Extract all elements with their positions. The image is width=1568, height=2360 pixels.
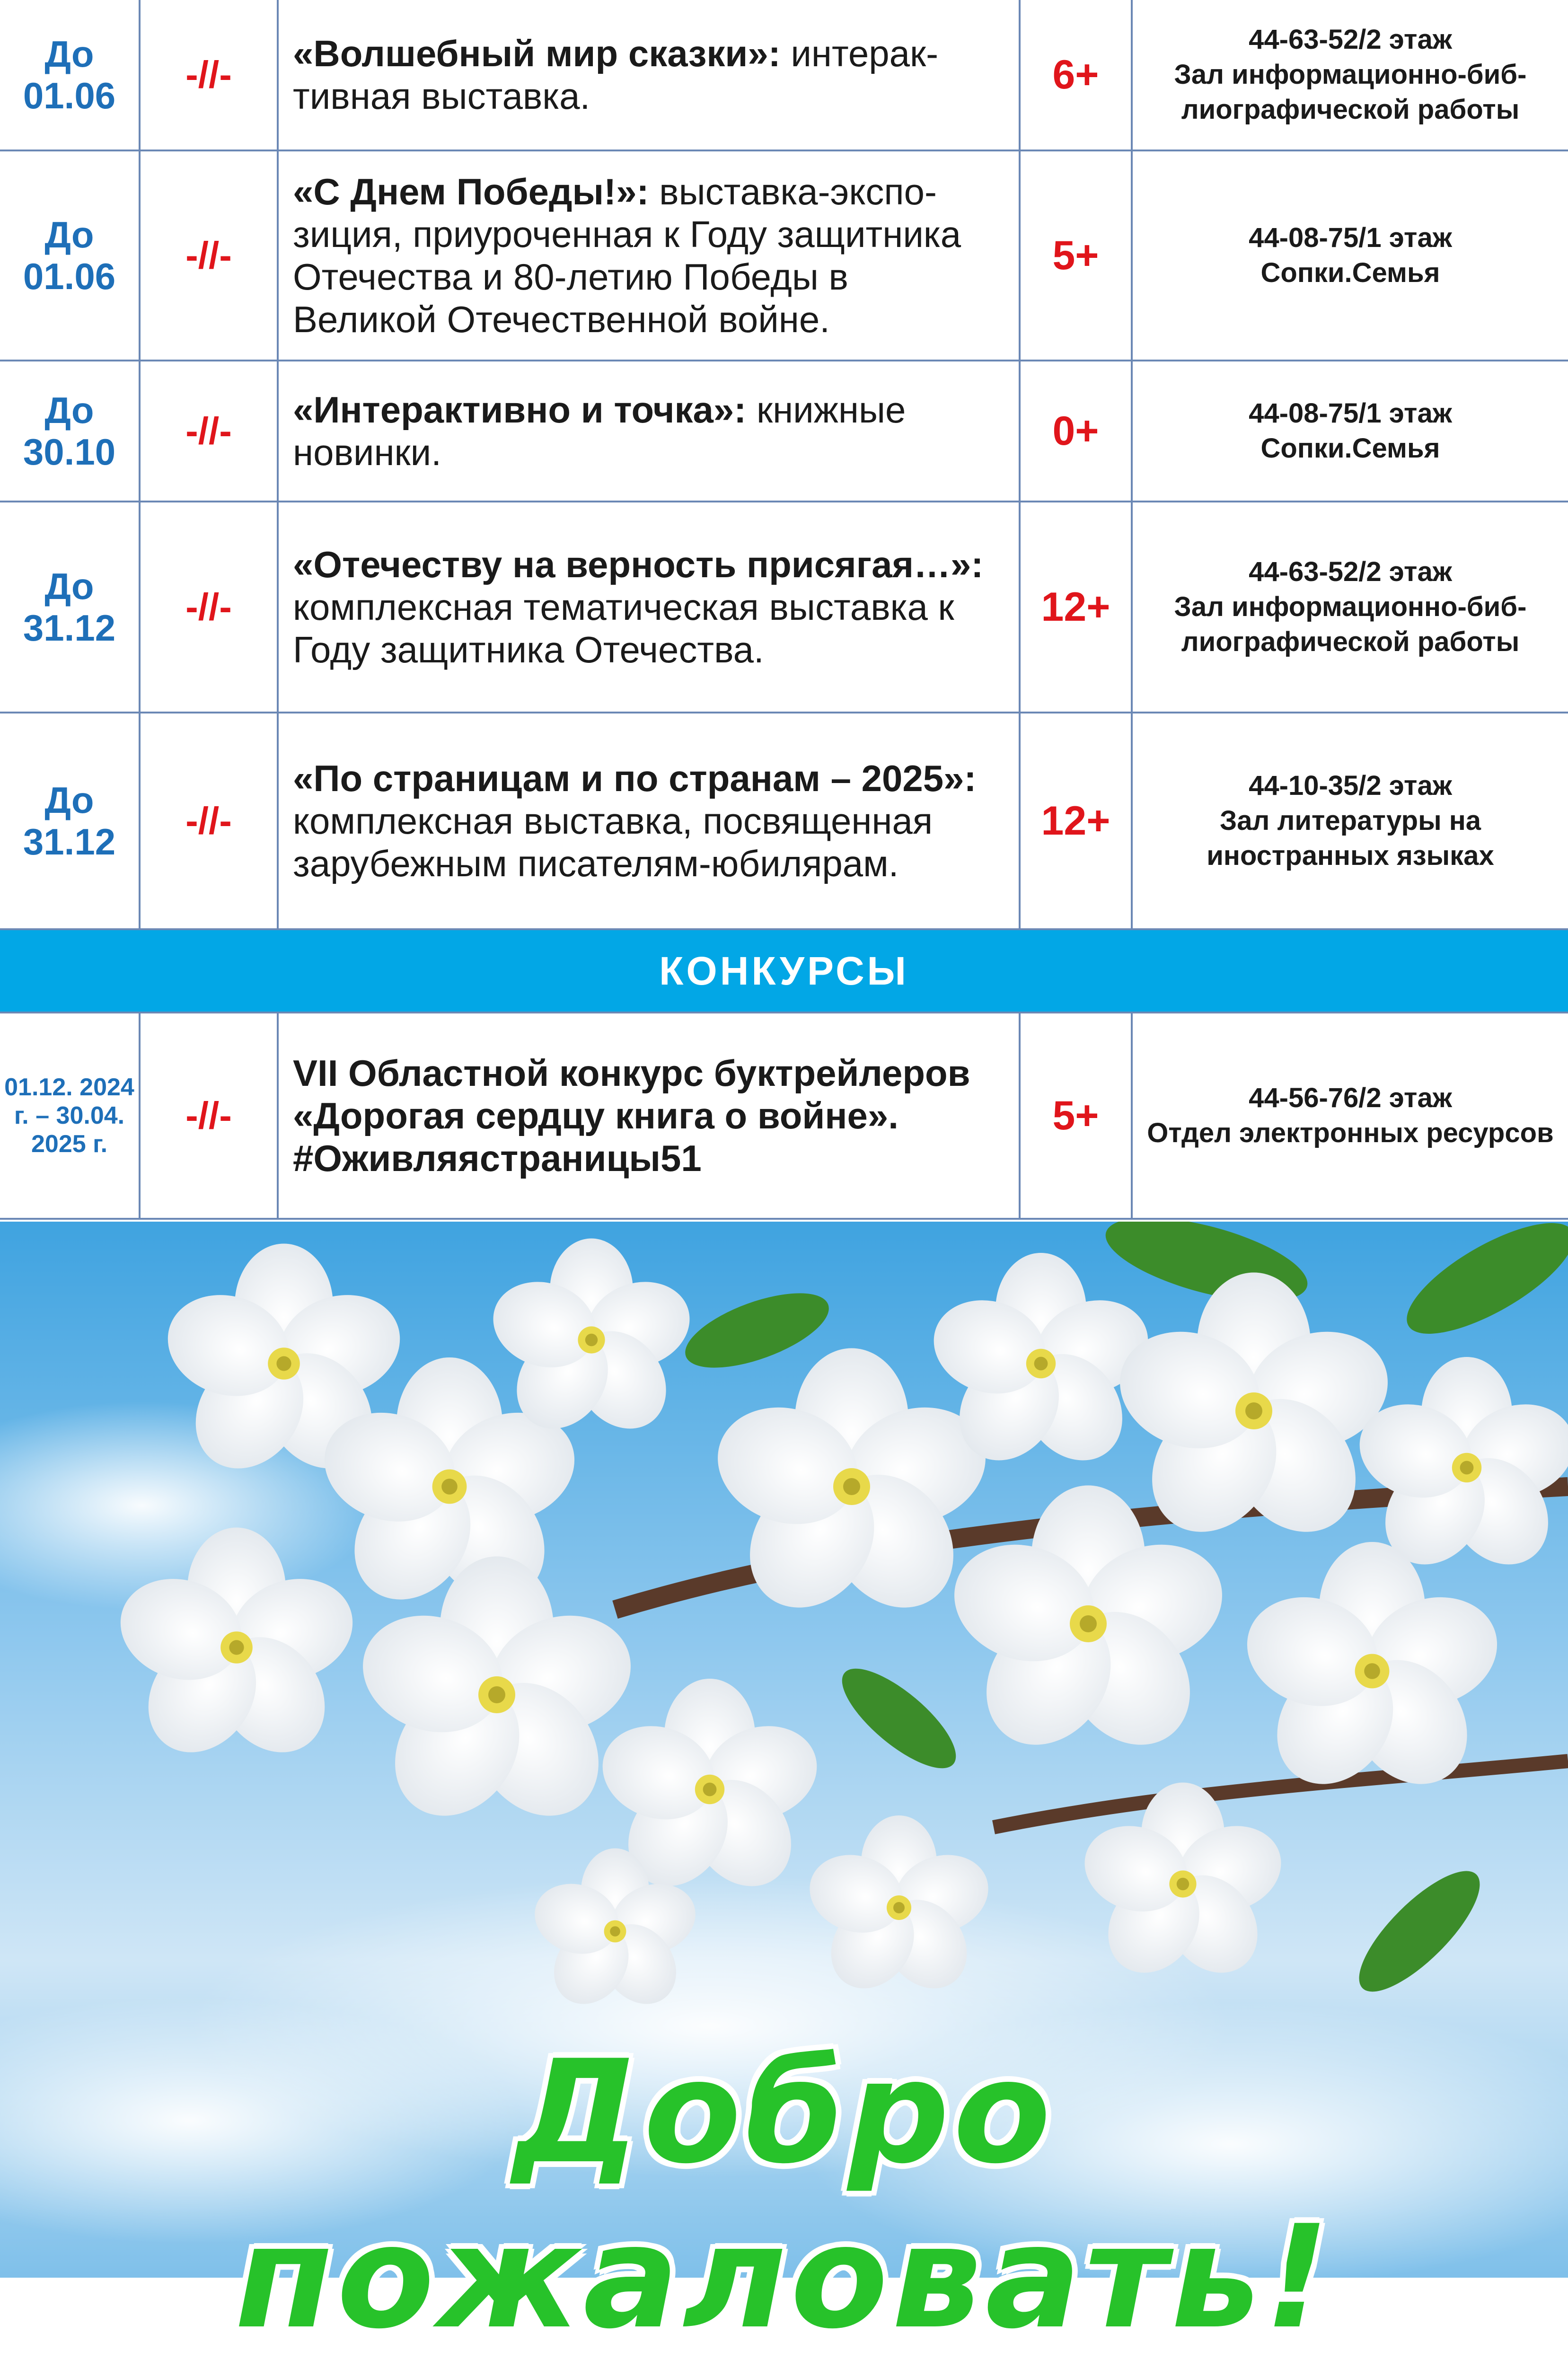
place-hall: Сопки.Семья [1260, 433, 1440, 464]
event-time: -//- [141, 361, 279, 501]
event-date: До 31.12 [0, 502, 141, 712]
event-description [279, 0, 1021, 150]
place-hall: Зал информационно-библиографической работы [1174, 59, 1527, 125]
table-row [0, 0, 1568, 151]
place-hall: Отдел электронных ресурсов [1147, 1118, 1554, 1148]
place-phone-floor: 44-63-52/2 этаж [1249, 24, 1452, 55]
table-row [0, 502, 1568, 713]
event-text: интерактивная выставка. [293, 33, 939, 117]
event-time: -//- [141, 502, 279, 712]
section-header-contests: КОНКУРСЫ [0, 930, 1568, 1013]
event-text: комплексная тематическая выставка к Году защитника Отечества. [293, 586, 954, 670]
event-date: До 31.12 [0, 713, 141, 928]
event-text: комплексная выставка, посвященная зарубежным писателям-юбилярам. [293, 800, 933, 884]
contest-title: VII Областной конкурс буктрейлеров «Дорогая сердцу книга о войне». #Оживляястраницы51 [293, 1052, 970, 1179]
event-place [1133, 713, 1568, 928]
event-title: «Интерактивно и точка»: [293, 389, 747, 431]
event-date: До 30.10 [0, 361, 141, 501]
event-title: «Волшебный мир сказки»: [293, 33, 781, 74]
contest-description [279, 1013, 1021, 1218]
event-date: До 01.06 [0, 151, 141, 360]
event-place [1133, 151, 1568, 360]
event-place [1133, 361, 1568, 501]
event-description [279, 151, 1021, 360]
contest-time: -//- [141, 1013, 279, 1218]
table-row [0, 361, 1568, 502]
event-place [1133, 502, 1568, 712]
table-row [0, 1013, 1568, 1220]
welcome-banner: Добро пожаловать! [235, 2030, 1333, 2360]
age-rating: 12+ [1021, 502, 1133, 712]
event-text: выставка-экспозиция, приуроченная к Году защитника Отечества и 80-летию Победы в Великой Отечественной войне. [293, 171, 961, 340]
event-description [279, 361, 1021, 501]
event-place [1133, 0, 1568, 150]
contest-place [1133, 1013, 1568, 1218]
age-rating: 5+ [1021, 1013, 1133, 1218]
event-text: книжные новинки. [293, 389, 906, 473]
place-phone-floor: 44-63-52/2 этаж [1249, 556, 1452, 587]
event-date: До 01.06 [0, 0, 141, 150]
contest-date: 01.12. 2024 г. – 30.04. 2025 г. [0, 1013, 141, 1218]
place-hall: Зал литературы на иностранных языках [1207, 805, 1494, 871]
event-time: -//- [141, 0, 279, 150]
age-rating: 5+ [1021, 151, 1133, 360]
place-hall: Сопки.Семья [1260, 257, 1440, 288]
table-row [0, 151, 1568, 361]
place-hall: Зал информационно-библиографической работы [1174, 591, 1527, 657]
age-rating: 0+ [1021, 361, 1133, 501]
event-description [279, 502, 1021, 712]
event-time: -//- [141, 713, 279, 928]
place-phone-floor: 44-08-75/1 этаж [1249, 222, 1452, 253]
event-title: «С Днем Победы!»: [293, 171, 649, 212]
place-phone-floor: 44-08-75/1 этаж [1249, 398, 1452, 429]
event-time: -//- [141, 151, 279, 360]
age-rating: 6+ [1021, 0, 1133, 150]
event-title: «Отечеству на верность присягая…»: [293, 544, 984, 585]
event-title: «По страницам и по странам – 2025»: [293, 757, 977, 799]
place-phone-floor: 44-10-35/2 этаж [1249, 770, 1452, 801]
table-row [0, 713, 1568, 930]
place-phone-floor: 44-56-76/2 этаж [1249, 1083, 1452, 1113]
event-description [279, 713, 1021, 928]
age-rating: 12+ [1021, 713, 1133, 928]
